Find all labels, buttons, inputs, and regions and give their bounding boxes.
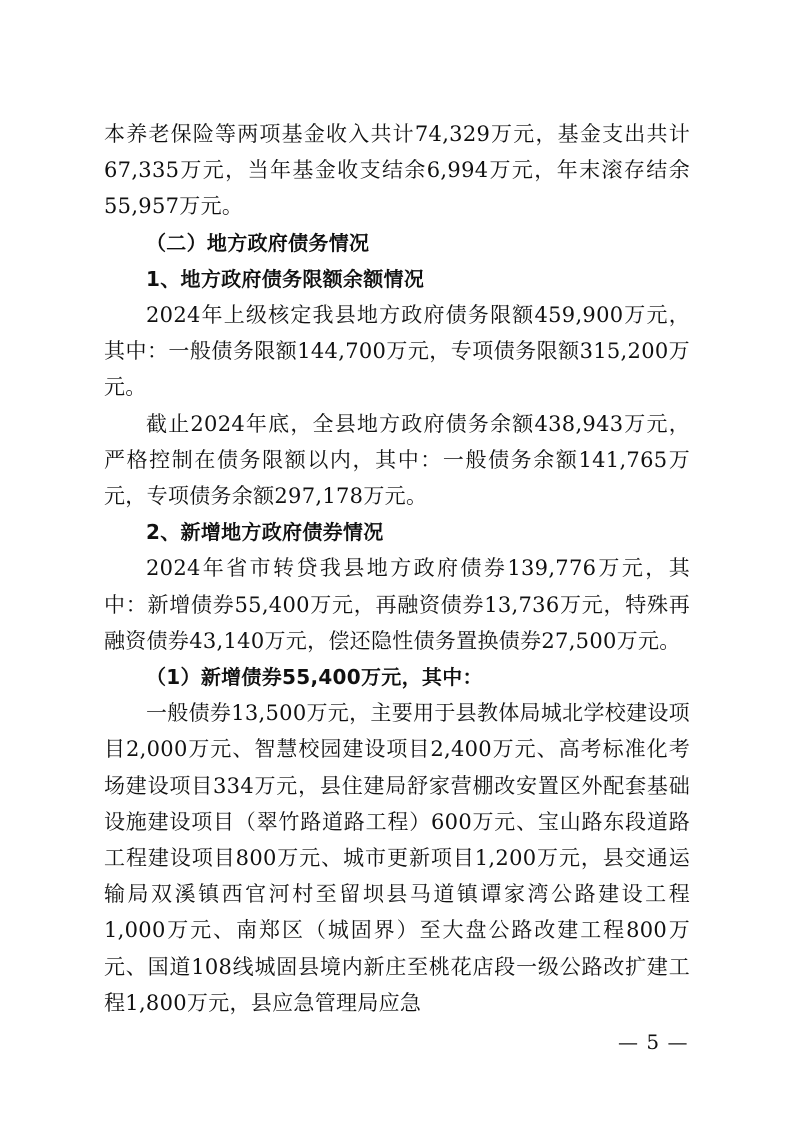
page-number: — 5 — — [618, 1030, 689, 1054]
heading-local-government-debt: （二）地方政府债务情况 — [146, 230, 370, 255]
paragraph-bond-transfer: 2024年省市转贷我县地方政府债券139,776万元，其中：新增债券55,400万元，再融资债券13,736万元，特殊再融资债券43,140万元，偿还隐性债务置换债券27,500万元。 — [104, 556, 690, 653]
paragraph-fund-summary: 本养老保险等两项基金收入共计74,329万元，基金支出共计67,335万元，当年基金收支结余6,994万元，年末滚存结余55,957万元。 — [104, 122, 690, 219]
heading-debt-limit-balance: 1、地方政府债务限额余额情况 — [146, 266, 425, 291]
heading-new-bonds-detail: （1）新增债券55,400万元，其中： — [146, 665, 483, 690]
document-body — [104, 116, 690, 1021]
paragraph-debt-balance: 截止2024年底，全县地方政府债务余额438,943万元，严格控制在债务限额以内，其中：一般债务余额141,765万元，专项债务余额297,178万元。 — [104, 411, 690, 509]
heading-new-bonds: 2、新增地方政府债券情况 — [146, 520, 384, 545]
paragraph-general-bonds: 一般债券13,500万元，主要用于县教体局城北学校建设项目2,000万元、智慧校园建设项目2,400万元、高考标准化考场建设项目334万元，县住建局舒家营棚改安置区外配套基础设施建设项目（翠竹路道路工程）600万元、宝山路东段道路工程建设项目800万元、城市更新项目1,200万元，县交通运输局双溪镇西官河村至留坝县马道镇谭家湾公路建设工程1,000万元、南郑区（城固界）至大盘公路改建工程800万元、国道108线城固县境内新庄至桃花店段一级公路改扩建工程1,800万元，县应急管理局应急 — [104, 701, 690, 1015]
paragraph-debt-limit: 2024年上级核定我县地方政府债务限额459,900万元，其中：一般债务限额144,700万元，专项债务限额315,200万元。 — [104, 303, 690, 400]
